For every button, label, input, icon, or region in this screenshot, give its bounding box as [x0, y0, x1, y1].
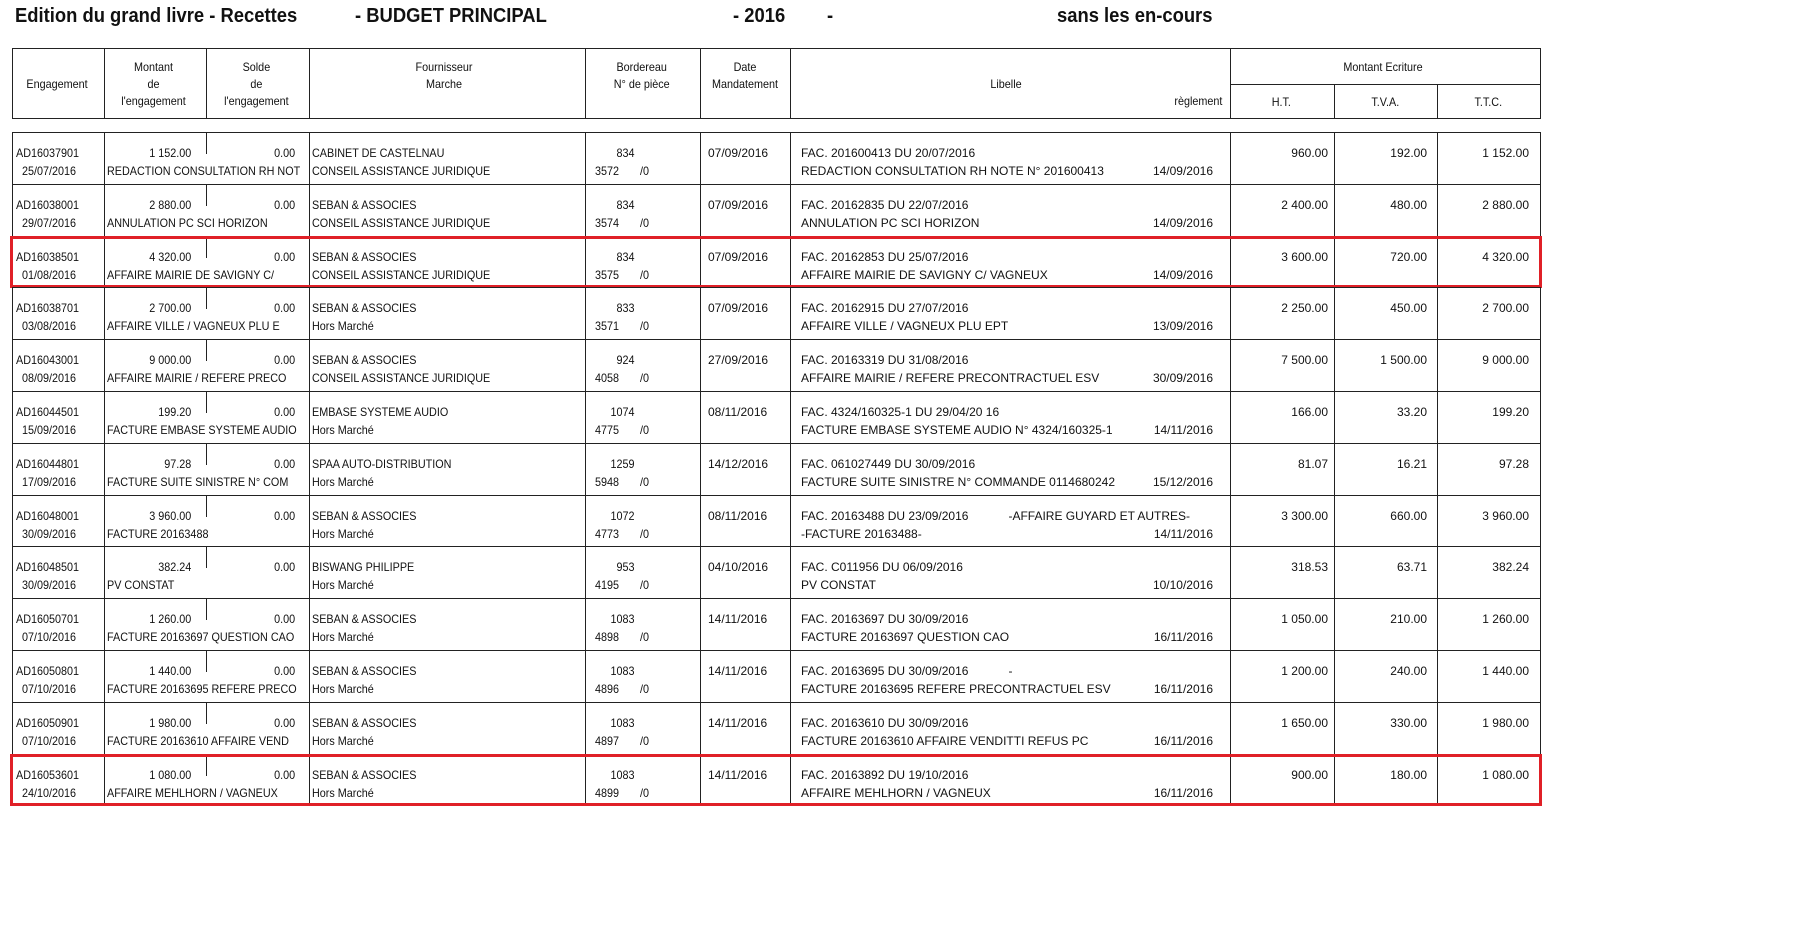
- solde-engagement: 0.00: [274, 353, 296, 368]
- date-reglement: 14/09/2016: [1152, 267, 1213, 282]
- date-mandatement: 14/11/2016: [708, 664, 768, 678]
- divider: [790, 132, 791, 805]
- engagement-date: 29/07/2016: [22, 215, 77, 230]
- montant-engagement: 2 700.00: [149, 301, 192, 316]
- montant-engagement: 382.24: [158, 560, 192, 575]
- header-montant-2: de: [147, 77, 160, 91]
- montant-engagement: 1 260.00: [149, 612, 192, 627]
- libelle-line-1: FAC. 20162853 DU 25/07/2016: [801, 249, 969, 264]
- montant-ht: 166.00: [1291, 405, 1328, 419]
- engagement-object: FACTURE 20163697 QUESTION CAO: [107, 630, 295, 645]
- piece-number: 4898: [595, 630, 620, 645]
- montant-ht: 318.53: [1291, 560, 1328, 575]
- piece-suffix: /0: [640, 474, 650, 489]
- montant-ttc: 2 700.00: [1482, 301, 1529, 316]
- montant-engagement: 97.28: [164, 456, 192, 471]
- libelle-line-2: -FACTURE 20163488-: [801, 526, 922, 541]
- montant-ht: 81.07: [1297, 456, 1328, 471]
- piece-number: 4058: [595, 371, 620, 386]
- montant-tva: 450.00: [1390, 301, 1427, 316]
- header-marche: Marche: [425, 77, 462, 91]
- engagement-number: AD16044801: [16, 456, 80, 471]
- piece-number: 3572: [595, 164, 620, 178]
- solde-engagement: 0.00: [274, 249, 296, 264]
- montant-ttc: 97.28: [1498, 456, 1529, 471]
- piece-suffix: /0: [640, 630, 650, 645]
- montant-ttc: 1 080.00: [1482, 767, 1529, 782]
- engagement-date: 07/10/2016: [22, 682, 77, 696]
- header-bordereau: Bordereau: [616, 60, 667, 74]
- date-mandatement: 08/11/2016: [708, 508, 768, 523]
- montant-tva: 330.00: [1390, 715, 1427, 730]
- libelle-line-2: AFFAIRE MAIRIE / REFERE PRECONTRACTUEL ESV: [801, 371, 1100, 386]
- date-reglement: 16/11/2016: [1153, 630, 1213, 645]
- solde-engagement: 0.00: [274, 612, 296, 627]
- fournisseur: SEBAN & ASSOCIES: [312, 715, 417, 730]
- libelle-line-2: FACTURE 20163695 REFERE PRECONTRACTUEL ESV: [801, 682, 1111, 696]
- date-mandatement: 14/12/2016: [708, 456, 769, 471]
- solde-engagement: 0.00: [274, 715, 296, 730]
- report-scope: sans les en-cours: [1057, 5, 1213, 27]
- montant-ht: 2 250.00: [1281, 301, 1328, 316]
- engagement-number: AD16038501: [16, 249, 80, 264]
- row-divider: [12, 495, 1541, 496]
- engagement-date: 01/08/2016: [22, 267, 77, 282]
- engagement-date: 24/10/2016: [22, 785, 77, 800]
- date-mandatement: 27/09/2016: [708, 353, 769, 368]
- fournisseur: SPAA AUTO-DISTRIBUTION: [312, 456, 452, 471]
- piece-suffix: /0: [640, 215, 650, 230]
- engagement-number: AD16037901: [16, 146, 80, 160]
- date-mandatement: 14/11/2016: [708, 767, 768, 782]
- fournisseur: SEBAN & ASSOCIES: [312, 767, 417, 782]
- piece-suffix: /0: [640, 267, 650, 282]
- engagement-date: 17/09/2016: [22, 474, 77, 489]
- libelle-line-1: FAC. 20163610 DU 30/09/2016: [801, 715, 969, 730]
- engagement-date: 15/09/2016: [22, 423, 77, 437]
- montant-engagement: 199.20: [158, 405, 192, 419]
- libelle-line-2: FACTURE SUITE SINISTRE N° COMMANDE 0114680242: [801, 474, 1115, 489]
- date-mandatement: 08/11/2016: [708, 405, 768, 419]
- libelle-line-1: FAC. 20162835 DU 22/07/2016: [801, 197, 969, 212]
- report-year: - 2016: [733, 5, 786, 27]
- header-fournisseur: Fournisseur: [415, 60, 473, 74]
- engagement-date: 25/07/2016: [22, 164, 77, 178]
- piece-number: 3574: [595, 215, 620, 230]
- marche: Hors Marché: [312, 526, 374, 541]
- date-reglement: 15/12/2016: [1152, 474, 1213, 489]
- marche: Hors Marché: [312, 474, 374, 489]
- libelle-line-1: FAC. 20163695 DU 30/09/2016 -: [801, 664, 1013, 678]
- montant-tva: 33.20: [1396, 405, 1427, 419]
- date-mandatement: 07/09/2016: [708, 249, 769, 264]
- row-divider: [12, 702, 1541, 703]
- montant-engagement: 9 000.00: [149, 353, 192, 368]
- engagement-object: REDACTION CONSULTATION RH NOT: [107, 164, 301, 178]
- fournisseur: CABINET DE CASTELNAU: [312, 146, 445, 160]
- engagement-object: FACTURE 20163695 REFERE PRECO: [107, 682, 297, 696]
- piece-number: 3571: [595, 319, 620, 334]
- engagement-object: FACTURE EMBASE SYSTEME AUDIO: [107, 423, 297, 437]
- solde-engagement: 0.00: [274, 767, 296, 782]
- libelle-line-1: FAC. 061027449 DU 30/09/2016: [801, 456, 976, 471]
- fournisseur: SEBAN & ASSOCIES: [312, 301, 417, 316]
- piece-number: 5948: [595, 474, 620, 489]
- piece-number: 4897: [595, 733, 620, 748]
- report-budget: - BUDGET PRINCIPAL: [355, 5, 547, 27]
- row-divider: [12, 650, 1541, 651]
- date-reglement: 14/09/2016: [1152, 164, 1213, 178]
- row-divider: [12, 184, 1541, 185]
- date-mandatement: 07/09/2016: [708, 197, 769, 212]
- date-mandatement: 07/09/2016: [708, 146, 769, 160]
- header-solde-1: Solde: [242, 60, 271, 74]
- row-divider: [12, 339, 1541, 340]
- marche: Hors Marché: [312, 733, 374, 748]
- montant-ttc: 1 152.00: [1482, 146, 1529, 160]
- bordereau: 833: [616, 301, 635, 316]
- marche: Hors Marché: [312, 319, 374, 334]
- date-reglement: 30/09/2016: [1152, 371, 1213, 386]
- montant-engagement: 4 320.00: [149, 249, 192, 264]
- marche: CONSEIL ASSISTANCE JURIDIQUE: [312, 215, 491, 230]
- piece-suffix: /0: [640, 319, 650, 334]
- piece-suffix: /0: [640, 578, 650, 593]
- piece-number: 3575: [595, 267, 620, 282]
- bordereau: 834: [616, 146, 635, 160]
- montant-ht: 900.00: [1291, 767, 1328, 782]
- montant-ht: 2 400.00: [1281, 197, 1328, 212]
- engagement-object: AFFAIRE VILLE / VAGNEUX PLU E: [107, 319, 280, 334]
- piece-suffix: /0: [640, 423, 650, 437]
- bordereau: 1083: [610, 664, 635, 678]
- bordereau: 924: [616, 353, 635, 368]
- montant-tva: 720.00: [1390, 249, 1427, 264]
- engagement-date: 03/08/2016: [22, 319, 77, 334]
- row-divider: [12, 598, 1541, 599]
- montant-ht: 1 650.00: [1281, 715, 1328, 730]
- montant-ttc: 9 000.00: [1482, 353, 1529, 368]
- header-montant-ecriture: Montant Ecriture: [1343, 60, 1423, 74]
- libelle-line-1: FAC. 201600413 DU 20/07/2016: [801, 146, 976, 160]
- montant-engagement: 1 080.00: [149, 767, 192, 782]
- engagement-object: AFFAIRE MAIRIE / REFERE PRECO: [107, 371, 287, 386]
- piece-suffix: /0: [640, 526, 650, 541]
- header-solde-3: l'engagement: [224, 94, 289, 108]
- bordereau: 834: [616, 197, 635, 212]
- montant-engagement: 1 440.00: [149, 664, 192, 678]
- libelle-line-1: FAC. 20163697 DU 30/09/2016: [801, 612, 969, 627]
- montant-tva: 480.00: [1390, 197, 1427, 212]
- marche: Hors Marché: [312, 578, 374, 593]
- marche: CONSEIL ASSISTANCE JURIDIQUE: [312, 371, 491, 386]
- montant-engagement: 3 960.00: [149, 508, 192, 523]
- montant-tva: 660.00: [1390, 508, 1427, 523]
- piece-suffix: /0: [640, 682, 650, 696]
- header-engagement: Engagement: [26, 77, 88, 91]
- montant-tva: 192.00: [1390, 146, 1427, 160]
- marche: CONSEIL ASSISTANCE JURIDIQUE: [312, 267, 491, 282]
- montant-ht: 1 050.00: [1281, 612, 1328, 627]
- header-ht: H.T.: [1271, 95, 1291, 109]
- solde-engagement: 0.00: [274, 508, 296, 523]
- date-mandatement: 04/10/2016: [708, 560, 769, 575]
- report-title-main: Edition du grand livre - Recettes: [15, 5, 298, 27]
- header-tva: T.V.A.: [1371, 95, 1400, 109]
- solde-engagement: 0.00: [274, 664, 296, 678]
- montant-ttc: 1 260.00: [1482, 612, 1529, 627]
- date-reglement: 16/11/2016: [1153, 785, 1213, 800]
- header-montant-1: Montant: [133, 60, 174, 74]
- header-reglement: règlement: [1174, 94, 1223, 108]
- libelle-line-1: FAC. 4324/160325-1 DU 29/04/20 16: [801, 405, 1000, 419]
- fournisseur: SEBAN & ASSOCIES: [312, 612, 417, 627]
- date-reglement: 14/11/2016: [1153, 526, 1213, 541]
- piece-suffix: /0: [640, 164, 650, 178]
- bordereau: 1072: [610, 508, 635, 523]
- divider: [309, 132, 310, 805]
- engagement-object: FACTURE 20163488: [107, 526, 209, 541]
- montant-ttc: 3 960.00: [1482, 508, 1529, 523]
- row-divider: [12, 391, 1541, 392]
- divider: [700, 132, 701, 805]
- engagement-date: 07/10/2016: [22, 630, 77, 645]
- solde-engagement: 0.00: [274, 560, 296, 575]
- piece-number: 4773: [595, 526, 620, 541]
- montant-ht: 3 600.00: [1281, 249, 1328, 264]
- libelle-line-2: AFFAIRE VILLE / VAGNEUX PLU EPT: [801, 319, 1009, 334]
- engagement-date: 30/09/2016: [22, 526, 77, 541]
- libelle-line-2: ANNULATION PC SCI HORIZON: [801, 215, 980, 230]
- montant-ttc: 2 880.00: [1482, 197, 1529, 212]
- montant-engagement: 1 152.00: [149, 146, 192, 160]
- engagement-object: FACTURE SUITE SINISTRE N° COM: [107, 474, 289, 489]
- engagement-object: FACTURE 20163610 AFFAIRE VEND: [107, 733, 289, 748]
- engagement-object: AFFAIRE MEHLHORN / VAGNEUX: [107, 785, 278, 800]
- montant-ttc: 4 320.00: [1482, 249, 1529, 264]
- engagement-date: 08/09/2016: [22, 371, 77, 386]
- piece-number: 4899: [595, 785, 620, 800]
- date-reglement: 10/10/2016: [1152, 578, 1213, 593]
- libelle-line-2: REDACTION CONSULTATION RH NOTE N° 201600413: [801, 164, 1104, 178]
- engagement-object: AFFAIRE MAIRIE DE SAVIGNY C/: [107, 267, 275, 282]
- divider: [1230, 84, 1540, 85]
- solde-engagement: 0.00: [274, 405, 296, 419]
- engagement-number: AD16044501: [16, 405, 80, 419]
- engagement-number: AD16050901: [16, 715, 80, 730]
- montant-ht: 7 500.00: [1281, 353, 1328, 368]
- engagement-date: 07/10/2016: [22, 733, 77, 748]
- montant-ttc: 1 440.00: [1482, 664, 1529, 678]
- fournisseur: SEBAN & ASSOCIES: [312, 353, 417, 368]
- libelle-line-1: FAC. 20163892 DU 19/10/2016: [801, 767, 969, 782]
- montant-engagement: 2 880.00: [149, 197, 192, 212]
- header-mandatement: Mandatement: [711, 77, 779, 91]
- date-reglement: 14/11/2016: [1153, 423, 1213, 437]
- montant-ht: 1 200.00: [1281, 664, 1328, 678]
- piece-suffix: /0: [640, 785, 650, 800]
- engagement-number: AD16048501: [16, 560, 80, 575]
- bordereau: 834: [616, 249, 635, 264]
- montant-ht: 960.00: [1291, 146, 1328, 160]
- piece-suffix: /0: [640, 733, 650, 748]
- row-divider: [12, 287, 1541, 288]
- solde-engagement: 0.00: [274, 146, 296, 160]
- row-divider: [12, 754, 1541, 755]
- header-montant-3: l'engagement: [121, 94, 186, 108]
- piece-number: 4896: [595, 682, 620, 696]
- fournisseur: SEBAN & ASSOCIES: [312, 508, 417, 523]
- row-divider: [12, 443, 1541, 444]
- fournisseur: SEBAN & ASSOCIES: [312, 249, 417, 264]
- montant-tva: 210.00: [1390, 612, 1427, 627]
- engagement-object: ANNULATION PC SCI HORIZON: [107, 215, 268, 230]
- montant-tva: 240.00: [1390, 664, 1427, 678]
- montant-ttc: 1 980.00: [1482, 715, 1529, 730]
- marche: Hors Marché: [312, 423, 374, 437]
- engagement-object: PV CONSTAT: [107, 578, 175, 593]
- piece-number: 4775: [595, 423, 620, 437]
- fournisseur: SEBAN & ASSOCIES: [312, 197, 417, 212]
- libelle-line-1: FAC. 20163319 DU 31/08/2016: [801, 353, 969, 368]
- libelle-line-2: FACTURE EMBASE SYSTEME AUDIO N° 4324/160325-1: [801, 423, 1113, 437]
- engagement-number: AD16038001: [16, 197, 80, 212]
- libelle-line-1: FAC. 20163488 DU 23/09/2016 -AFFAIRE GUYARD ET AUTRES-: [801, 508, 1191, 523]
- date-reglement: 16/11/2016: [1153, 733, 1213, 748]
- header-ttc: T.T.C.: [1474, 95, 1503, 109]
- libelle-line-1: FAC. C011956 DU 06/09/2016: [801, 560, 963, 575]
- montant-tva: 16.21: [1396, 456, 1427, 471]
- date-mandatement: 07/09/2016: [708, 301, 769, 316]
- row-divider: [12, 546, 1541, 547]
- libelle-line-2: AFFAIRE MAIRIE DE SAVIGNY C/ VAGNEUX: [801, 267, 1048, 282]
- bordereau: 1083: [610, 767, 635, 782]
- libelle-line-2: FACTURE 20163610 AFFAIRE VENDITTI REFUS PC: [801, 733, 1089, 748]
- montant-ttc: 382.24: [1492, 560, 1529, 575]
- solde-engagement: 0.00: [274, 301, 296, 316]
- engagement-number: AD16050801: [16, 664, 80, 678]
- montant-ttc: 199.20: [1492, 405, 1529, 419]
- header-piece: N° de pièce: [613, 77, 670, 91]
- row-divider: [12, 236, 1541, 237]
- fournisseur: BISWANG PHILIPPE: [312, 560, 415, 575]
- header-solde-2: de: [250, 77, 263, 91]
- date-mandatement: 14/11/2016: [708, 612, 768, 627]
- fournisseur: EMBASE SYSTEME AUDIO: [312, 405, 449, 419]
- montant-tva: 1 500.00: [1380, 353, 1427, 368]
- bordereau: 1259: [610, 456, 635, 471]
- libelle-line-2: FACTURE 20163697 QUESTION CAO: [801, 630, 1010, 645]
- date-mandatement: 14/11/2016: [708, 715, 768, 730]
- solde-engagement: 0.00: [274, 197, 296, 212]
- date-reglement: 14/09/2016: [1152, 215, 1213, 230]
- montant-engagement: 1 980.00: [149, 715, 192, 730]
- engagement-number: AD16053601: [16, 767, 80, 782]
- libelle-line-2: PV CONSTAT: [801, 578, 876, 593]
- engagement-number: AD16043001: [16, 353, 80, 368]
- piece-suffix: /0: [640, 371, 650, 386]
- marche: Hors Marché: [312, 785, 374, 800]
- montant-tva: 63.71: [1396, 560, 1427, 575]
- libelle-line-1: FAC. 20162915 DU 27/07/2016: [801, 301, 969, 316]
- bordereau: 1083: [610, 612, 635, 627]
- date-reglement: 16/11/2016: [1153, 682, 1213, 696]
- engagement-number: AD16050701: [16, 612, 80, 627]
- fournisseur: SEBAN & ASSOCIES: [312, 664, 417, 678]
- header-libelle: Libelle: [990, 77, 1022, 91]
- solde-engagement: 0.00: [274, 456, 296, 471]
- marche: Hors Marché: [312, 630, 374, 645]
- bordereau: 1074: [610, 405, 635, 419]
- engagement-number: AD16038701: [16, 301, 80, 316]
- bordereau: 953: [616, 560, 635, 575]
- piece-number: 4195: [595, 578, 620, 593]
- marche: CONSEIL ASSISTANCE JURIDIQUE: [312, 164, 491, 178]
- header-date: Date: [733, 60, 757, 74]
- libelle-line-2: AFFAIRE MEHLHORN / VAGNEUX: [801, 785, 991, 800]
- montant-ht: 3 300.00: [1281, 508, 1328, 523]
- bordereau: 1083: [610, 715, 635, 730]
- marche: Hors Marché: [312, 682, 374, 696]
- engagement-number: AD16048001: [16, 508, 80, 523]
- report-dash: -: [827, 5, 834, 27]
- date-reglement: 13/09/2016: [1152, 319, 1213, 334]
- montant-tva: 180.00: [1390, 767, 1427, 782]
- engagement-date: 30/09/2016: [22, 578, 77, 593]
